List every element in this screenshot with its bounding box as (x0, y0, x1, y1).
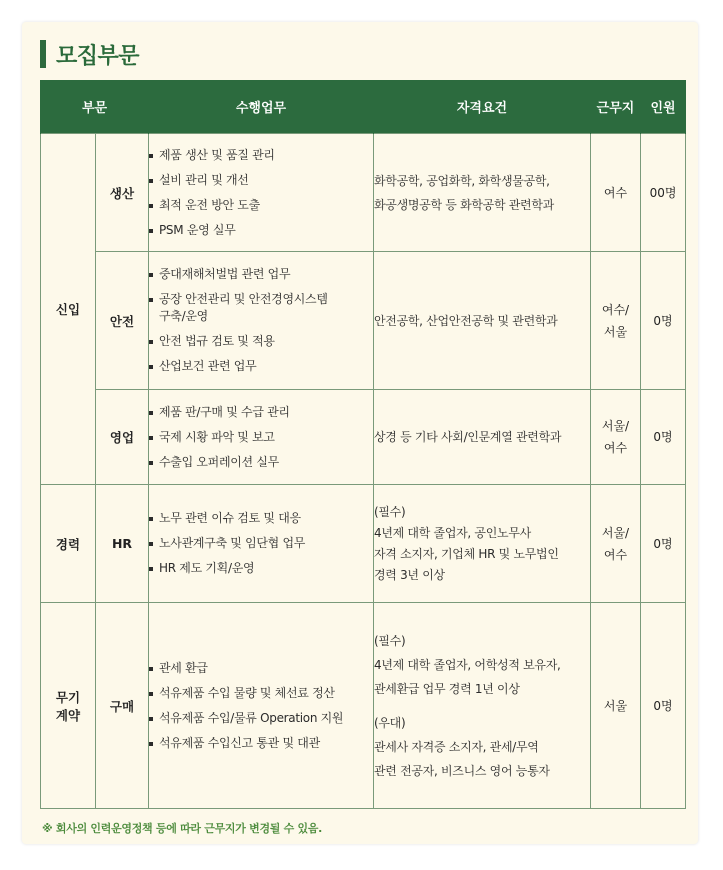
duty-item: 산업보건 관련 업무 (149, 354, 373, 379)
category-line: 무기 (55, 689, 81, 705)
sub-division-cell: 안전 (96, 252, 149, 390)
table-row (41, 252, 686, 390)
location-line: 서울/ (601, 525, 630, 540)
duty-item: 노무 관련 이슈 검토 및 대응 (149, 506, 373, 531)
location-cell (591, 603, 641, 809)
header-location: 근무지 (591, 80, 641, 134)
headcount-cell: 0명 (641, 603, 686, 809)
recruitment-card (22, 22, 698, 844)
requirement-line: (필수) (374, 504, 406, 519)
table-row (41, 485, 686, 603)
duty-item: PSM 운영 실무 (149, 218, 373, 243)
requirement-line: (필수) (374, 633, 406, 648)
requirement-line: 4년제 대학 졸업자, 어학성적 보유자, (374, 657, 561, 672)
requirement-line: 경력 3년 이상 (374, 567, 445, 582)
location-line: 여수 (603, 547, 628, 562)
duty-item: 노사관계구축 및 임단협 업무 (149, 531, 373, 556)
duty-item: 석유제품 수입 물량 및 체선료 정산 (149, 681, 373, 706)
requirement-line: 상경 등 기타 사회/인문계열 관련학과 (374, 430, 562, 444)
duty-item (149, 287, 373, 329)
duty-item: 석유제품 수입신고 통관 및 대관 (149, 731, 373, 756)
duty-item: 수출입 오퍼레이션 실무 (149, 450, 373, 475)
location-cell (591, 252, 641, 390)
location-cell (591, 390, 641, 485)
duty-item: HR 제도 기획/운영 (149, 556, 373, 581)
duty-item: 국제 시황 파악 및 보고 (149, 425, 373, 450)
headcount-cell: 0명 (641, 390, 686, 485)
requirement-line: 화공생명공학 등 화학공학 관련학과 (374, 197, 554, 212)
requirements-cell (374, 252, 591, 390)
sub-division-cell: 영업 (96, 390, 149, 485)
duty-item: 최적 운전 방안 도출 (149, 193, 373, 218)
header-duties: 수행업무 (149, 80, 374, 134)
sub-division-cell: 구매 (96, 603, 149, 809)
duty-item: 중대재해처벌법 관련 업무 (149, 262, 373, 287)
requirement-line: 자격 소지자, 기업체 HR 및 노무법인 (374, 546, 559, 561)
header-requirements: 자격요건 (374, 80, 591, 134)
preferred-line: 관세사 자격증 소지자, 관세/무역 (374, 739, 539, 754)
duty-item-text: 공장 안전관리 및 안전경영시스템 (159, 292, 328, 306)
duties-cell (149, 252, 374, 390)
recruitment-table (40, 80, 686, 809)
title-accent-bar (40, 40, 46, 68)
location-cell (591, 134, 641, 252)
duties-cell (149, 603, 374, 809)
sub-division-cell: HR (96, 485, 149, 603)
category-cell: 경력 (41, 485, 96, 603)
header-headcount: 인원 (641, 80, 686, 134)
requirements-cell (374, 390, 591, 485)
location-line: 여수/ (601, 302, 630, 317)
duty-item: 제품 판/구매 및 수급 관리 (149, 400, 373, 425)
requirement-line: 화학공학, 공업화학, 화학생물공학, (374, 173, 550, 188)
table-header-row (41, 80, 686, 134)
duty-item: 관세 환급 (149, 656, 373, 681)
duty-item: 안전 법규 검토 및 적용 (149, 329, 373, 354)
duty-item: 제품 생산 및 품질 관리 (149, 143, 373, 168)
category-cell: 신입 (41, 134, 96, 485)
header-division: 부문 (41, 80, 149, 134)
requirements-cell (374, 603, 591, 809)
headcount-cell: 0명 (641, 485, 686, 603)
location-line: 서울 (603, 698, 628, 713)
duty-item: 설비 관리 및 개선 (149, 168, 373, 193)
requirement-line: 4년제 대학 졸업자, 공인노무사 (374, 525, 531, 540)
requirement-line: 안전공학, 산업안전공학 및 관련학과 (374, 313, 558, 328)
page-title: 모집부문 (56, 43, 140, 69)
duty-item: 석유제품 수입/물류 Operation 지원 (149, 706, 373, 731)
table-row (41, 134, 686, 252)
location-line: 여수 (603, 185, 628, 200)
preferred-line: 관련 전공자, 비즈니스 영어 능통자 (374, 763, 550, 778)
requirements-cell (374, 134, 591, 252)
location-line: 서울/ (601, 419, 630, 433)
footnote: ※ 회사의 인력운영정책 등에 따라 근무지가 변경될 수 있음. (42, 822, 323, 835)
location-cell (591, 485, 641, 603)
headcount-cell: 0명 (641, 252, 686, 390)
headcount-cell: 00명 (641, 134, 686, 252)
table-row (41, 390, 686, 485)
sub-division-cell: 생산 (96, 134, 149, 252)
duties-cell (149, 485, 374, 603)
section-title (40, 38, 139, 70)
duties-cell (149, 390, 374, 485)
duties-cell (149, 134, 374, 252)
requirement-line: 관세환급 업무 경력 1년 이상 (374, 681, 520, 696)
location-line: 서울 (603, 324, 628, 339)
duty-item-continuation: 구축/운영 (159, 309, 208, 323)
category-line: 계약 (55, 707, 81, 723)
requirements-cell (374, 485, 591, 603)
table-row (41, 603, 686, 809)
preferred-line: (우대) (374, 715, 406, 730)
category-cell (41, 603, 96, 809)
location-line: 여수 (603, 441, 628, 455)
